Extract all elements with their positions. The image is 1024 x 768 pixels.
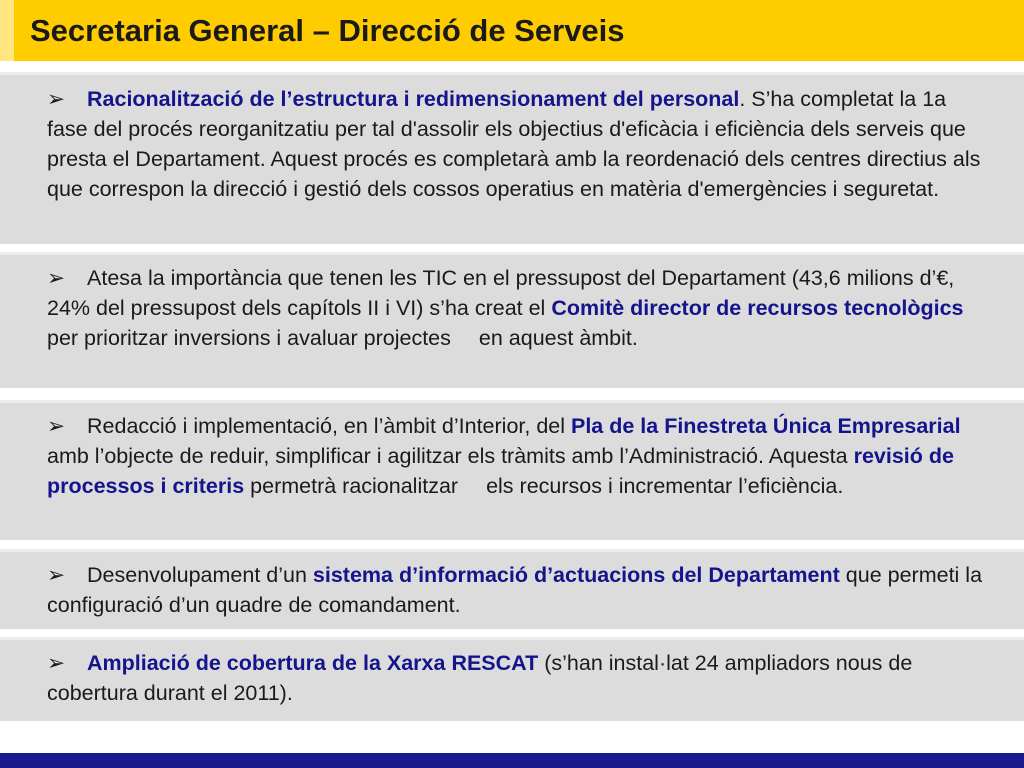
bullet-3-highlight-b: revisió de processos i criteris (47, 444, 954, 498)
bullet-3-highlight-a: Pla de la Finestreta Única Empresarial (570, 414, 961, 438)
bullet-2-highlight: Comitè director de recursos tecnològics (551, 296, 964, 320)
footer-bar (0, 753, 1024, 768)
bullet-text-2 (47, 263, 992, 353)
bullet-4-text-a: Desenvolupament d’un (87, 563, 313, 587)
bullet-4-highlight: sistema d’informació d’actuacions del Departament (312, 563, 840, 587)
title-bar (0, 0, 1024, 61)
arrow-bullet-icon: ➢ (47, 414, 66, 438)
bullet-3-text-c: permetrà racionalitzar (244, 474, 459, 498)
bullet-2-text-c: en aquest àmbit. (478, 326, 638, 350)
bullet-4-text-b: que permeti la configuració d’un quadre de comandament. (47, 563, 983, 617)
bullet-3-text-d: els recursos i incrementar l’eficiència. (486, 474, 844, 498)
bullet-text-3 (47, 411, 992, 501)
bullet-text-5 (47, 648, 992, 708)
bullet-1-highlight: Racionalització de l’estructura i redimensionament del personal (87, 87, 740, 111)
bullet-3-text-a: Redacció i implementació, en l’àmbit d’Interior, del (87, 414, 571, 438)
title-bar-accent (0, 0, 14, 61)
bullet-1-text: . S’ha completat la 1a fase del procés reorganitzatiu per tal d'assolir els objectius d'eficàcia i eficiència dels serveis que presta el Departament. Aquest procés es completarà amb la reordenació dels centres directius als que correspon la direcció i gestió dels cossos operatius en matèria d'emergències i seguretat. (47, 87, 981, 201)
bullet-5-highlight: Ampliació de cobertura de la Xarxa RESCAT (87, 651, 539, 675)
arrow-bullet-icon: ➢ (47, 266, 66, 290)
bullet-3-text-b: amb l’objecte de reduir, simplificar i agilitzar els tràmits amb l’Administració. Aquesta (47, 444, 854, 468)
bullet-2-text-b: per prioritzar inversions i avaluar projectes (47, 326, 451, 350)
arrow-bullet-icon: ➢ (47, 651, 66, 675)
arrow-bullet-icon: ➢ (47, 563, 66, 587)
bullet-text-1 (47, 84, 992, 204)
page-title: Secretaria General – Direcció de Serveis (30, 13, 625, 48)
bullet-2-text-a: Atesa la importància que tenen les TIC en el pressupost del Departament (43,6 milions d’€, 24% del pressupost dels capítols II i VI) s’ha creat el (47, 266, 955, 320)
arrow-bullet-icon: ➢ (47, 87, 66, 111)
bullet-5-text: (s’han instal·lat 24 ampliadors nous de cobertura durant el 2011). (47, 651, 913, 705)
bullet-text-4 (47, 560, 992, 620)
